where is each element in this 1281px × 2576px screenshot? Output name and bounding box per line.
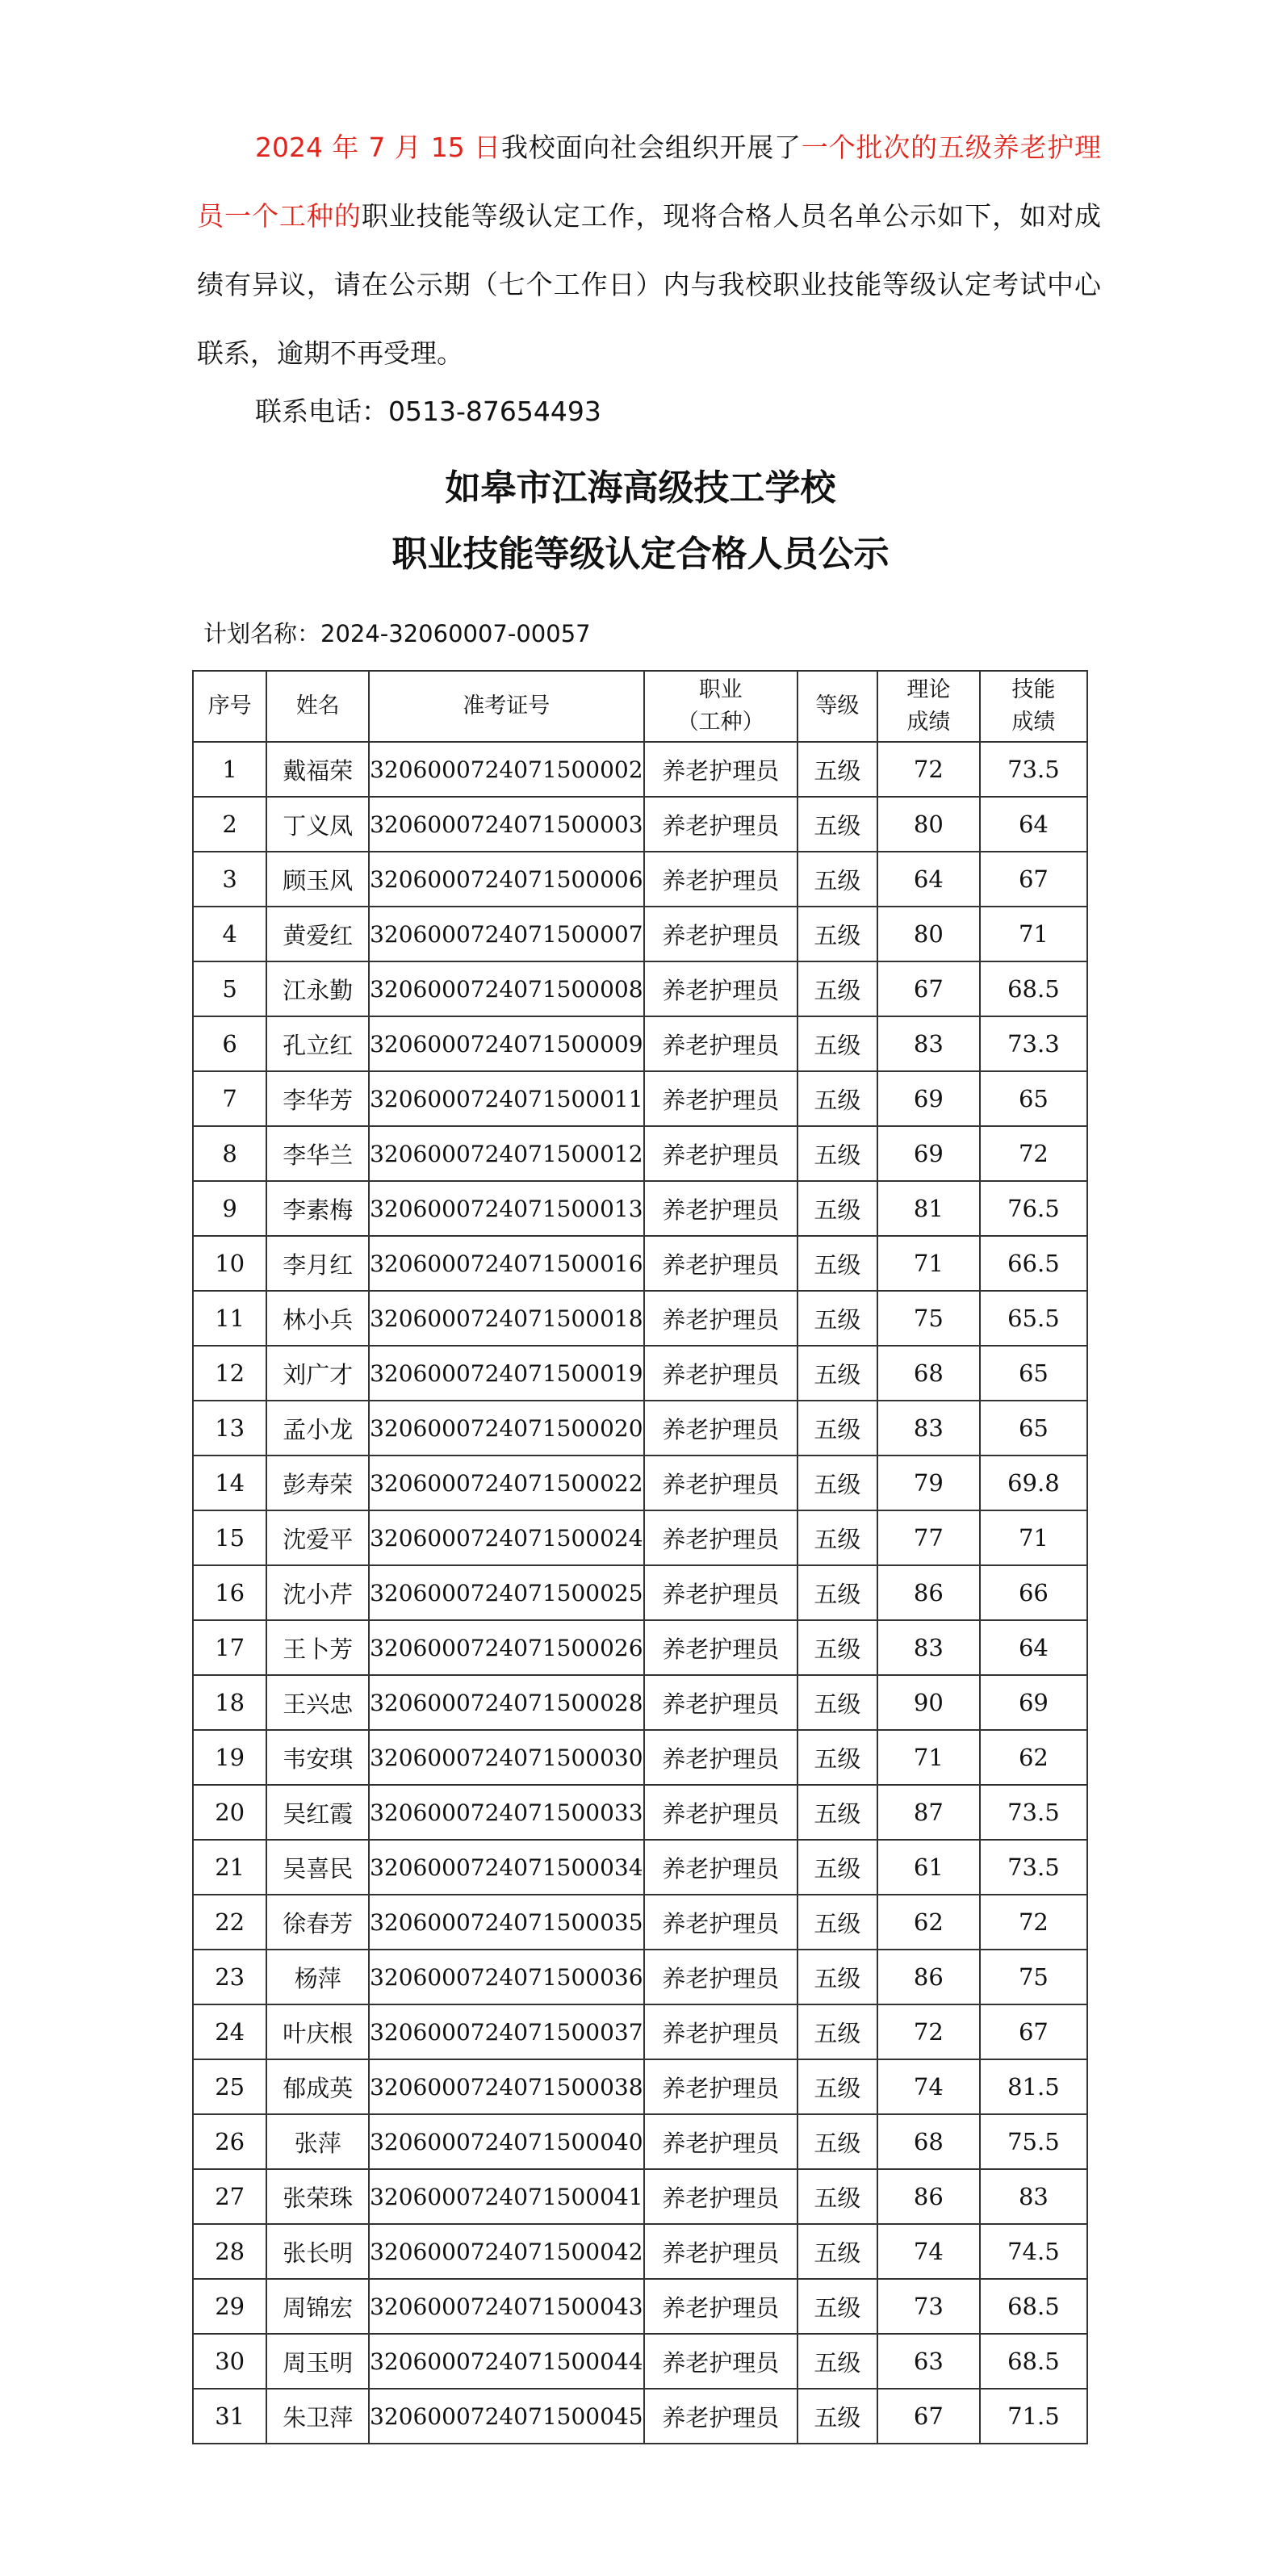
cell-ticket: 3206000724071500041 bbox=[369, 2169, 643, 2224]
cell-seq: 14 bbox=[193, 1456, 266, 1510]
cell-ticket: 3206000724071500022 bbox=[369, 1456, 643, 1510]
cell-name: 王兴忠 bbox=[266, 1675, 369, 1730]
cell-theory-score: 74 bbox=[877, 2059, 980, 2114]
cell-level: 五级 bbox=[797, 1071, 877, 1126]
cell-theory-score: 80 bbox=[877, 797, 980, 852]
table-row bbox=[193, 1730, 1087, 1785]
cell-level: 五级 bbox=[797, 2169, 877, 2224]
cell-seq: 25 bbox=[193, 2059, 266, 2114]
cell-skill-score: 71.5 bbox=[980, 2389, 1087, 2444]
cell-job: 养老护理员 bbox=[644, 2334, 797, 2389]
cell-skill-score: 73.5 bbox=[980, 742, 1087, 797]
notice-highlight: 一个批次的五级养老护理员一个工种的 bbox=[197, 132, 1102, 232]
cell-seq: 31 bbox=[193, 2389, 266, 2444]
cell-theory-score: 68 bbox=[877, 2114, 980, 2169]
cell-job: 养老护理员 bbox=[644, 1950, 797, 2004]
contact-phone: 联系电话：0513-87654493 bbox=[255, 396, 601, 427]
header-level: 等级 bbox=[797, 671, 877, 742]
cell-skill-score: 66.5 bbox=[980, 1236, 1087, 1291]
table-row bbox=[193, 1071, 1087, 1126]
cell-name: 徐春芳 bbox=[266, 1895, 369, 1950]
header-job-line2: （工种） bbox=[676, 710, 764, 735]
cell-level: 五级 bbox=[797, 1675, 877, 1730]
cell-level: 五级 bbox=[797, 1016, 877, 1071]
table-row bbox=[193, 2004, 1087, 2059]
header-job-line1: 职业 bbox=[698, 677, 743, 702]
cell-skill-score: 71 bbox=[980, 907, 1087, 961]
table-row bbox=[193, 961, 1087, 1016]
cell-level: 五级 bbox=[797, 742, 877, 797]
cell-seq: 28 bbox=[193, 2224, 266, 2279]
cell-level: 五级 bbox=[797, 1181, 877, 1236]
cell-level: 五级 bbox=[797, 907, 877, 961]
cell-level: 五级 bbox=[797, 2004, 877, 2059]
cell-seq: 7 bbox=[193, 1071, 266, 1126]
cell-name: 黄爱红 bbox=[266, 907, 369, 961]
cell-name: 张长明 bbox=[266, 2224, 369, 2279]
cell-job: 养老护理员 bbox=[644, 852, 797, 907]
cell-skill-score: 68.5 bbox=[980, 961, 1087, 1016]
cell-seq: 21 bbox=[193, 1840, 266, 1895]
cell-ticket: 3206000724071500036 bbox=[369, 1950, 643, 2004]
cell-ticket: 3206000724071500025 bbox=[369, 1565, 643, 1620]
cell-job: 养老护理员 bbox=[644, 1401, 797, 1456]
cell-level: 五级 bbox=[797, 1840, 877, 1895]
cell-seq: 24 bbox=[193, 2004, 266, 2059]
cell-skill-score: 69.8 bbox=[980, 1456, 1087, 1510]
cell-level: 五级 bbox=[797, 1510, 877, 1565]
cell-seq: 26 bbox=[193, 2114, 266, 2169]
cell-theory-score: 69 bbox=[877, 1126, 980, 1181]
cell-level: 五级 bbox=[797, 1456, 877, 1510]
cell-skill-score: 73.5 bbox=[980, 1785, 1087, 1840]
cell-theory-score: 63 bbox=[877, 2334, 980, 2389]
header-ticket: 准考证号 bbox=[369, 671, 643, 742]
cell-skill-score: 68.5 bbox=[980, 2334, 1087, 2389]
cell-name: 韦安琪 bbox=[266, 1730, 369, 1785]
cell-name: 周玉明 bbox=[266, 2334, 369, 2389]
table-body bbox=[193, 742, 1087, 2444]
table-row bbox=[193, 742, 1087, 797]
table-row bbox=[193, 2279, 1087, 2334]
cell-skill-score: 73.3 bbox=[980, 1016, 1087, 1071]
table-row bbox=[193, 1291, 1087, 1346]
cell-job: 养老护理员 bbox=[644, 2059, 797, 2114]
cell-theory-score: 71 bbox=[877, 1730, 980, 1785]
cell-job: 养老护理员 bbox=[644, 1346, 797, 1401]
cell-theory-score: 86 bbox=[877, 1565, 980, 1620]
cell-level: 五级 bbox=[797, 2059, 877, 2114]
cell-theory-score: 87 bbox=[877, 1785, 980, 1840]
cell-level: 五级 bbox=[797, 1895, 877, 1950]
cell-seq: 10 bbox=[193, 1236, 266, 1291]
cell-theory-score: 81 bbox=[877, 1181, 980, 1236]
cell-seq: 22 bbox=[193, 1895, 266, 1950]
cell-name: 顾玉风 bbox=[266, 852, 369, 907]
cell-job: 养老护理员 bbox=[644, 797, 797, 852]
cell-seq: 13 bbox=[193, 1401, 266, 1456]
table-row bbox=[193, 1401, 1087, 1456]
page-title-notice: 职业技能等级认定合格人员公示 bbox=[391, 534, 890, 575]
table-row bbox=[193, 797, 1087, 852]
cell-skill-score: 75.5 bbox=[980, 2114, 1087, 2169]
header-seq: 序号 bbox=[193, 671, 266, 742]
cell-name: 张萍 bbox=[266, 2114, 369, 2169]
cell-ticket: 3206000724071500019 bbox=[369, 1346, 643, 1401]
cell-ticket: 3206000724071500013 bbox=[369, 1181, 643, 1236]
cell-ticket: 3206000724071500024 bbox=[369, 1510, 643, 1565]
cell-theory-score: 90 bbox=[877, 1675, 980, 1730]
cell-seq: 20 bbox=[193, 1785, 266, 1840]
cell-name: 丁义凤 bbox=[266, 797, 369, 852]
table-row bbox=[193, 1456, 1087, 1510]
cell-ticket: 3206000724071500033 bbox=[369, 1785, 643, 1840]
cell-theory-score: 67 bbox=[877, 961, 980, 1016]
cell-skill-score: 65 bbox=[980, 1401, 1087, 1456]
table-row bbox=[193, 1126, 1087, 1181]
cell-name: 沈小芹 bbox=[266, 1565, 369, 1620]
cell-ticket: 3206000724071500009 bbox=[369, 1016, 643, 1071]
header-job bbox=[644, 671, 797, 742]
table-row bbox=[193, 907, 1087, 961]
cell-level: 五级 bbox=[797, 852, 877, 907]
cell-skill-score: 81.5 bbox=[980, 2059, 1087, 2114]
cell-job: 养老护理员 bbox=[644, 2004, 797, 2059]
cell-seq: 29 bbox=[193, 2279, 266, 2334]
cell-name: 周锦宏 bbox=[266, 2279, 369, 2334]
cell-name: 张荣珠 bbox=[266, 2169, 369, 2224]
cell-name: 沈爱平 bbox=[266, 1510, 369, 1565]
cell-seq: 6 bbox=[193, 1016, 266, 1071]
cell-theory-score: 67 bbox=[877, 2389, 980, 2444]
cell-skill-score: 73.5 bbox=[980, 1840, 1087, 1895]
table-row bbox=[193, 1840, 1087, 1895]
cell-theory-score: 64 bbox=[877, 852, 980, 907]
header-skill-line1: 技能 bbox=[1011, 677, 1056, 702]
cell-name: 林小兵 bbox=[266, 1291, 369, 1346]
table-row bbox=[193, 1620, 1087, 1675]
cell-job: 养老护理员 bbox=[644, 2224, 797, 2279]
cell-skill-score: 76.5 bbox=[980, 1181, 1087, 1236]
cell-job: 养老护理员 bbox=[644, 2279, 797, 2334]
cell-skill-score: 64 bbox=[980, 1620, 1087, 1675]
header-theory bbox=[877, 671, 980, 742]
cell-name: 戴福荣 bbox=[266, 742, 369, 797]
table-row bbox=[193, 1895, 1087, 1950]
cell-level: 五级 bbox=[797, 2389, 877, 2444]
cell-seq: 5 bbox=[193, 961, 266, 1016]
cell-level: 五级 bbox=[797, 1730, 877, 1785]
cell-theory-score: 80 bbox=[877, 907, 980, 961]
cell-skill-score: 68.5 bbox=[980, 2279, 1087, 2334]
cell-theory-score: 73 bbox=[877, 2279, 980, 2334]
cell-level: 五级 bbox=[797, 2334, 877, 2389]
cell-name: 李华芳 bbox=[266, 1071, 369, 1126]
cell-job: 养老护理员 bbox=[644, 1730, 797, 1785]
cell-seq: 1 bbox=[193, 742, 266, 797]
cell-job: 养老护理员 bbox=[644, 2169, 797, 2224]
cell-level: 五级 bbox=[797, 1785, 877, 1840]
cell-theory-score: 83 bbox=[877, 1401, 980, 1456]
cell-seq: 30 bbox=[193, 2334, 266, 2389]
cell-ticket: 3206000724071500042 bbox=[369, 2224, 643, 2279]
cell-seq: 17 bbox=[193, 1620, 266, 1675]
cell-name: 叶庆根 bbox=[266, 2004, 369, 2059]
cell-seq: 3 bbox=[193, 852, 266, 907]
cell-skill-score: 83 bbox=[980, 2169, 1087, 2224]
cell-skill-score: 67 bbox=[980, 2004, 1087, 2059]
table-header-row bbox=[193, 671, 1087, 742]
header-theory-line2: 成绩 bbox=[906, 710, 951, 735]
cell-seq: 8 bbox=[193, 1126, 266, 1181]
cell-skill-score: 65 bbox=[980, 1346, 1087, 1401]
cell-job: 养老护理员 bbox=[644, 1016, 797, 1071]
cell-job: 养老护理员 bbox=[644, 1236, 797, 1291]
notice-text-2: 职业技能等级认定工作，现将合格人员名单公示如下，如对成绩有异议，请在公示期（七个工作日）内与我校职业技能等级认定考试中心联系，逾期不再受理。 bbox=[197, 200, 1101, 369]
cell-ticket: 3206000724071500003 bbox=[369, 797, 643, 852]
cell-ticket: 3206000724071500011 bbox=[369, 1071, 643, 1126]
cell-name: 李素梅 bbox=[266, 1181, 369, 1236]
cell-name: 杨萍 bbox=[266, 1950, 369, 2004]
table-row bbox=[193, 1236, 1087, 1291]
table-row bbox=[193, 1510, 1087, 1565]
cell-job: 养老护理员 bbox=[644, 1840, 797, 1895]
header-theory-line1: 理论 bbox=[906, 677, 951, 702]
cell-skill-score: 62 bbox=[980, 1730, 1087, 1785]
table-row bbox=[193, 2334, 1087, 2389]
cell-seq: 15 bbox=[193, 1510, 266, 1565]
page-title-school: 如皋市江海高级技工学校 bbox=[445, 467, 836, 509]
cell-skill-score: 67 bbox=[980, 852, 1087, 907]
cell-job: 养老护理员 bbox=[644, 1565, 797, 1620]
cell-ticket: 3206000724071500037 bbox=[369, 2004, 643, 2059]
cell-ticket: 3206000724071500020 bbox=[369, 1401, 643, 1456]
cell-name: 吴喜民 bbox=[266, 1840, 369, 1895]
cell-job: 养老护理员 bbox=[644, 1675, 797, 1730]
table-row bbox=[193, 2059, 1087, 2114]
cell-job: 养老护理员 bbox=[644, 742, 797, 797]
cell-level: 五级 bbox=[797, 1401, 877, 1456]
header-name: 姓名 bbox=[266, 671, 369, 742]
cell-theory-score: 83 bbox=[877, 1620, 980, 1675]
cell-theory-score: 79 bbox=[877, 1456, 980, 1510]
cell-theory-score: 75 bbox=[877, 1291, 980, 1346]
cell-level: 五级 bbox=[797, 1620, 877, 1675]
cell-name: 孔立红 bbox=[266, 1016, 369, 1071]
cell-seq: 19 bbox=[193, 1730, 266, 1785]
table-row bbox=[193, 2224, 1087, 2279]
cell-seq: 12 bbox=[193, 1346, 266, 1401]
cell-ticket: 3206000724071500002 bbox=[369, 742, 643, 797]
cell-name: 吴红霞 bbox=[266, 1785, 369, 1840]
cell-job: 养老护理员 bbox=[644, 2114, 797, 2169]
cell-level: 五级 bbox=[797, 1565, 877, 1620]
cell-ticket: 3206000724071500026 bbox=[369, 1620, 643, 1675]
cell-job: 养老护理员 bbox=[644, 1456, 797, 1510]
cell-theory-score: 71 bbox=[877, 1236, 980, 1291]
table-row bbox=[193, 1675, 1087, 1730]
table-row bbox=[193, 2169, 1087, 2224]
notice-paragraph bbox=[197, 113, 1101, 387]
cell-level: 五级 bbox=[797, 1291, 877, 1346]
cell-ticket: 3206000724071500007 bbox=[369, 907, 643, 961]
cell-seq: 9 bbox=[193, 1181, 266, 1236]
cell-skill-score: 72 bbox=[980, 1895, 1087, 1950]
cell-level: 五级 bbox=[797, 1236, 877, 1291]
cell-job: 养老护理员 bbox=[644, 1291, 797, 1346]
cell-skill-score: 69 bbox=[980, 1675, 1087, 1730]
cell-name: 彭寿荣 bbox=[266, 1456, 369, 1510]
header-skill-line2: 成绩 bbox=[1011, 710, 1056, 735]
cell-seq: 23 bbox=[193, 1950, 266, 2004]
cell-job: 养老护理员 bbox=[644, 961, 797, 1016]
table-row bbox=[193, 1565, 1087, 1620]
cell-name: 王卜芳 bbox=[266, 1620, 369, 1675]
cell-theory-score: 72 bbox=[877, 742, 980, 797]
header-skill bbox=[980, 671, 1087, 742]
cell-name: 江永勤 bbox=[266, 961, 369, 1016]
cell-theory-score: 72 bbox=[877, 2004, 980, 2059]
cell-level: 五级 bbox=[797, 1346, 877, 1401]
table-row bbox=[193, 1181, 1087, 1236]
cell-name: 刘广才 bbox=[266, 1346, 369, 1401]
cell-ticket: 3206000724071500040 bbox=[369, 2114, 643, 2169]
cell-theory-score: 68 bbox=[877, 1346, 980, 1401]
cell-level: 五级 bbox=[797, 2224, 877, 2279]
cell-ticket: 3206000724071500016 bbox=[369, 1236, 643, 1291]
qualified-personnel-table bbox=[192, 670, 1088, 2444]
cell-seq: 11 bbox=[193, 1291, 266, 1346]
cell-theory-score: 83 bbox=[877, 1016, 980, 1071]
cell-level: 五级 bbox=[797, 2279, 877, 2334]
cell-skill-score: 74.5 bbox=[980, 2224, 1087, 2279]
cell-name: 郁成英 bbox=[266, 2059, 369, 2114]
cell-job: 养老护理员 bbox=[644, 907, 797, 961]
cell-ticket: 3206000724071500030 bbox=[369, 1730, 643, 1785]
table-row bbox=[193, 1785, 1087, 1840]
notice-text-1: 我校面向社会组织开展了 bbox=[500, 132, 802, 163]
cell-skill-score: 65 bbox=[980, 1071, 1087, 1126]
cell-theory-score: 86 bbox=[877, 1950, 980, 2004]
table-row bbox=[193, 1016, 1087, 1071]
cell-level: 五级 bbox=[797, 1950, 877, 2004]
cell-skill-score: 65.5 bbox=[980, 1291, 1087, 1346]
cell-job: 养老护理员 bbox=[644, 1126, 797, 1181]
cell-theory-score: 61 bbox=[877, 1840, 980, 1895]
cell-level: 五级 bbox=[797, 961, 877, 1016]
cell-level: 五级 bbox=[797, 797, 877, 852]
cell-ticket: 3206000724071500012 bbox=[369, 1126, 643, 1181]
cell-ticket: 3206000724071500043 bbox=[369, 2279, 643, 2334]
table-row bbox=[193, 2389, 1087, 2444]
cell-ticket: 3206000724071500008 bbox=[369, 961, 643, 1016]
cell-ticket: 3206000724071500044 bbox=[369, 2334, 643, 2389]
cell-ticket: 3206000724071500038 bbox=[369, 2059, 643, 2114]
plan-name: 计划名称：2024-32060007-00057 bbox=[203, 620, 591, 647]
cell-seq: 18 bbox=[193, 1675, 266, 1730]
notice-date: 2024 年 7 月 15 日 bbox=[255, 132, 501, 163]
cell-name: 李华兰 bbox=[266, 1126, 369, 1181]
cell-name: 李月红 bbox=[266, 1236, 369, 1291]
table-row bbox=[193, 1950, 1087, 2004]
table-row bbox=[193, 1346, 1087, 1401]
cell-ticket: 3206000724071500035 bbox=[369, 1895, 643, 1950]
cell-seq: 16 bbox=[193, 1565, 266, 1620]
cell-seq: 4 bbox=[193, 907, 266, 961]
cell-job: 养老护理员 bbox=[644, 2389, 797, 2444]
cell-theory-score: 74 bbox=[877, 2224, 980, 2279]
cell-skill-score: 66 bbox=[980, 1565, 1087, 1620]
cell-theory-score: 86 bbox=[877, 2169, 980, 2224]
cell-skill-score: 71 bbox=[980, 1510, 1087, 1565]
cell-name: 孟小龙 bbox=[266, 1401, 369, 1456]
cell-level: 五级 bbox=[797, 2114, 877, 2169]
table-row bbox=[193, 2114, 1087, 2169]
cell-job: 养老护理员 bbox=[644, 1785, 797, 1840]
table-row bbox=[193, 852, 1087, 907]
cell-seq: 27 bbox=[193, 2169, 266, 2224]
cell-job: 养老护理员 bbox=[644, 1181, 797, 1236]
cell-theory-score: 69 bbox=[877, 1071, 980, 1126]
cell-ticket: 3206000724071500045 bbox=[369, 2389, 643, 2444]
cell-seq: 2 bbox=[193, 797, 266, 852]
cell-ticket: 3206000724071500006 bbox=[369, 852, 643, 907]
cell-skill-score: 75 bbox=[980, 1950, 1087, 2004]
cell-ticket: 3206000724071500028 bbox=[369, 1675, 643, 1730]
cell-skill-score: 72 bbox=[980, 1126, 1087, 1181]
cell-theory-score: 77 bbox=[877, 1510, 980, 1565]
cell-job: 养老护理员 bbox=[644, 1620, 797, 1675]
cell-ticket: 3206000724071500018 bbox=[369, 1291, 643, 1346]
cell-job: 养老护理员 bbox=[644, 1510, 797, 1565]
cell-skill-score: 64 bbox=[980, 797, 1087, 852]
cell-job: 养老护理员 bbox=[644, 1071, 797, 1126]
cell-theory-score: 62 bbox=[877, 1895, 980, 1950]
cell-job: 养老护理员 bbox=[644, 1895, 797, 1950]
cell-name: 朱卫萍 bbox=[266, 2389, 369, 2444]
cell-level: 五级 bbox=[797, 1126, 877, 1181]
cell-ticket: 3206000724071500034 bbox=[369, 1840, 643, 1895]
